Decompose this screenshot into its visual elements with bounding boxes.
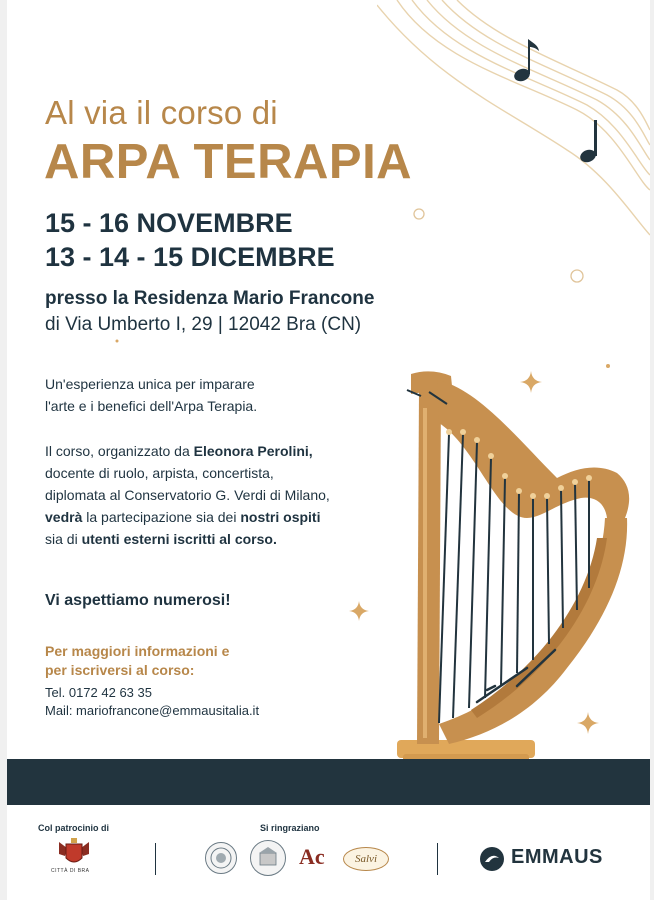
sponsor-logo-text: Salvi <box>355 853 377 865</box>
course-line: docente di ruolo, arpista, concertista, <box>45 465 274 481</box>
footer-divider <box>437 843 438 875</box>
course-bold-text: nostri ospiti <box>240 509 321 525</box>
closing-text: Vi aspettiamo numerosi! <box>45 592 231 609</box>
organizer-name: Eleonora Perolini, <box>193 443 313 459</box>
footer-divider <box>155 843 156 875</box>
city-name: CITTÀ DI BRA <box>51 868 90 874</box>
emmaus-brand-name: EMMAUS <box>511 846 603 868</box>
course-bold-text: utenti esterni iscritti al corso. <box>81 531 277 547</box>
dates-line1: 15 - 16 NOVEMBRE <box>45 208 293 238</box>
music-note-icon <box>511 33 541 85</box>
heading-line1: Al via il corso di <box>45 94 278 131</box>
course-text: la partecipazione sia dei <box>82 509 241 525</box>
ring-decoration <box>569 268 585 284</box>
course-text: sia di <box>45 531 82 547</box>
venue-name: presso la Residenza Mario Francone <box>45 288 375 309</box>
poster <box>7 0 650 900</box>
intro-line: l'arte e i benefici dell'Arpa Terapia. <box>45 398 258 414</box>
info-line: per iscriversi al corso: <box>45 662 195 678</box>
music-note-icon <box>578 118 606 166</box>
course-line <box>45 528 330 550</box>
sparkle-icon <box>349 601 369 621</box>
building-icon <box>251 841 285 875</box>
intro-text <box>45 373 257 417</box>
dot-decoration <box>114 338 120 344</box>
city-crest-logo <box>51 838 97 868</box>
contact-phone: Tel. 0172 42 63 35 <box>45 685 152 700</box>
course-line <box>45 506 330 528</box>
venue-address: di Via Umberto I, 29 | 12042 Bra (CN) <box>45 314 362 335</box>
intro-line: Un'esperienza unica per imparare <box>45 376 255 392</box>
emmaus-logo-icon <box>479 846 505 872</box>
ring-decoration <box>412 207 426 221</box>
seal-icon <box>206 843 236 873</box>
sponsor-logo-accademia <box>299 844 333 872</box>
thanks-label: Si ringraziano <box>260 823 320 833</box>
dates-line2: 13 - 14 - 15 DICEMBRE <box>45 242 335 272</box>
sponsor-logo-seal <box>205 842 237 874</box>
sponsor-logo-salvi <box>343 847 389 871</box>
patronage-label: Col patrocinio di <box>38 823 109 833</box>
footer-band <box>7 759 650 805</box>
course-bold-text: vedrà <box>45 509 83 525</box>
sponsor-logo-text: Ac <box>299 844 325 869</box>
contact-mail: Mail: mariofrancone@emmausitalia.it <box>45 703 260 718</box>
info-line: Per maggiori informazioni e <box>45 643 230 659</box>
course-description <box>45 440 330 550</box>
sponsor-logo-building <box>250 840 286 876</box>
heading-line2: ARPA TERAPIA <box>44 135 413 189</box>
harp-illustration <box>367 368 637 800</box>
info-heading <box>45 642 229 680</box>
course-line: diplomata al Conservatorio G. Verdi di Milano, <box>45 487 330 503</box>
course-line <box>45 440 330 462</box>
course-text: Il corso, organizzato da <box>45 443 194 459</box>
